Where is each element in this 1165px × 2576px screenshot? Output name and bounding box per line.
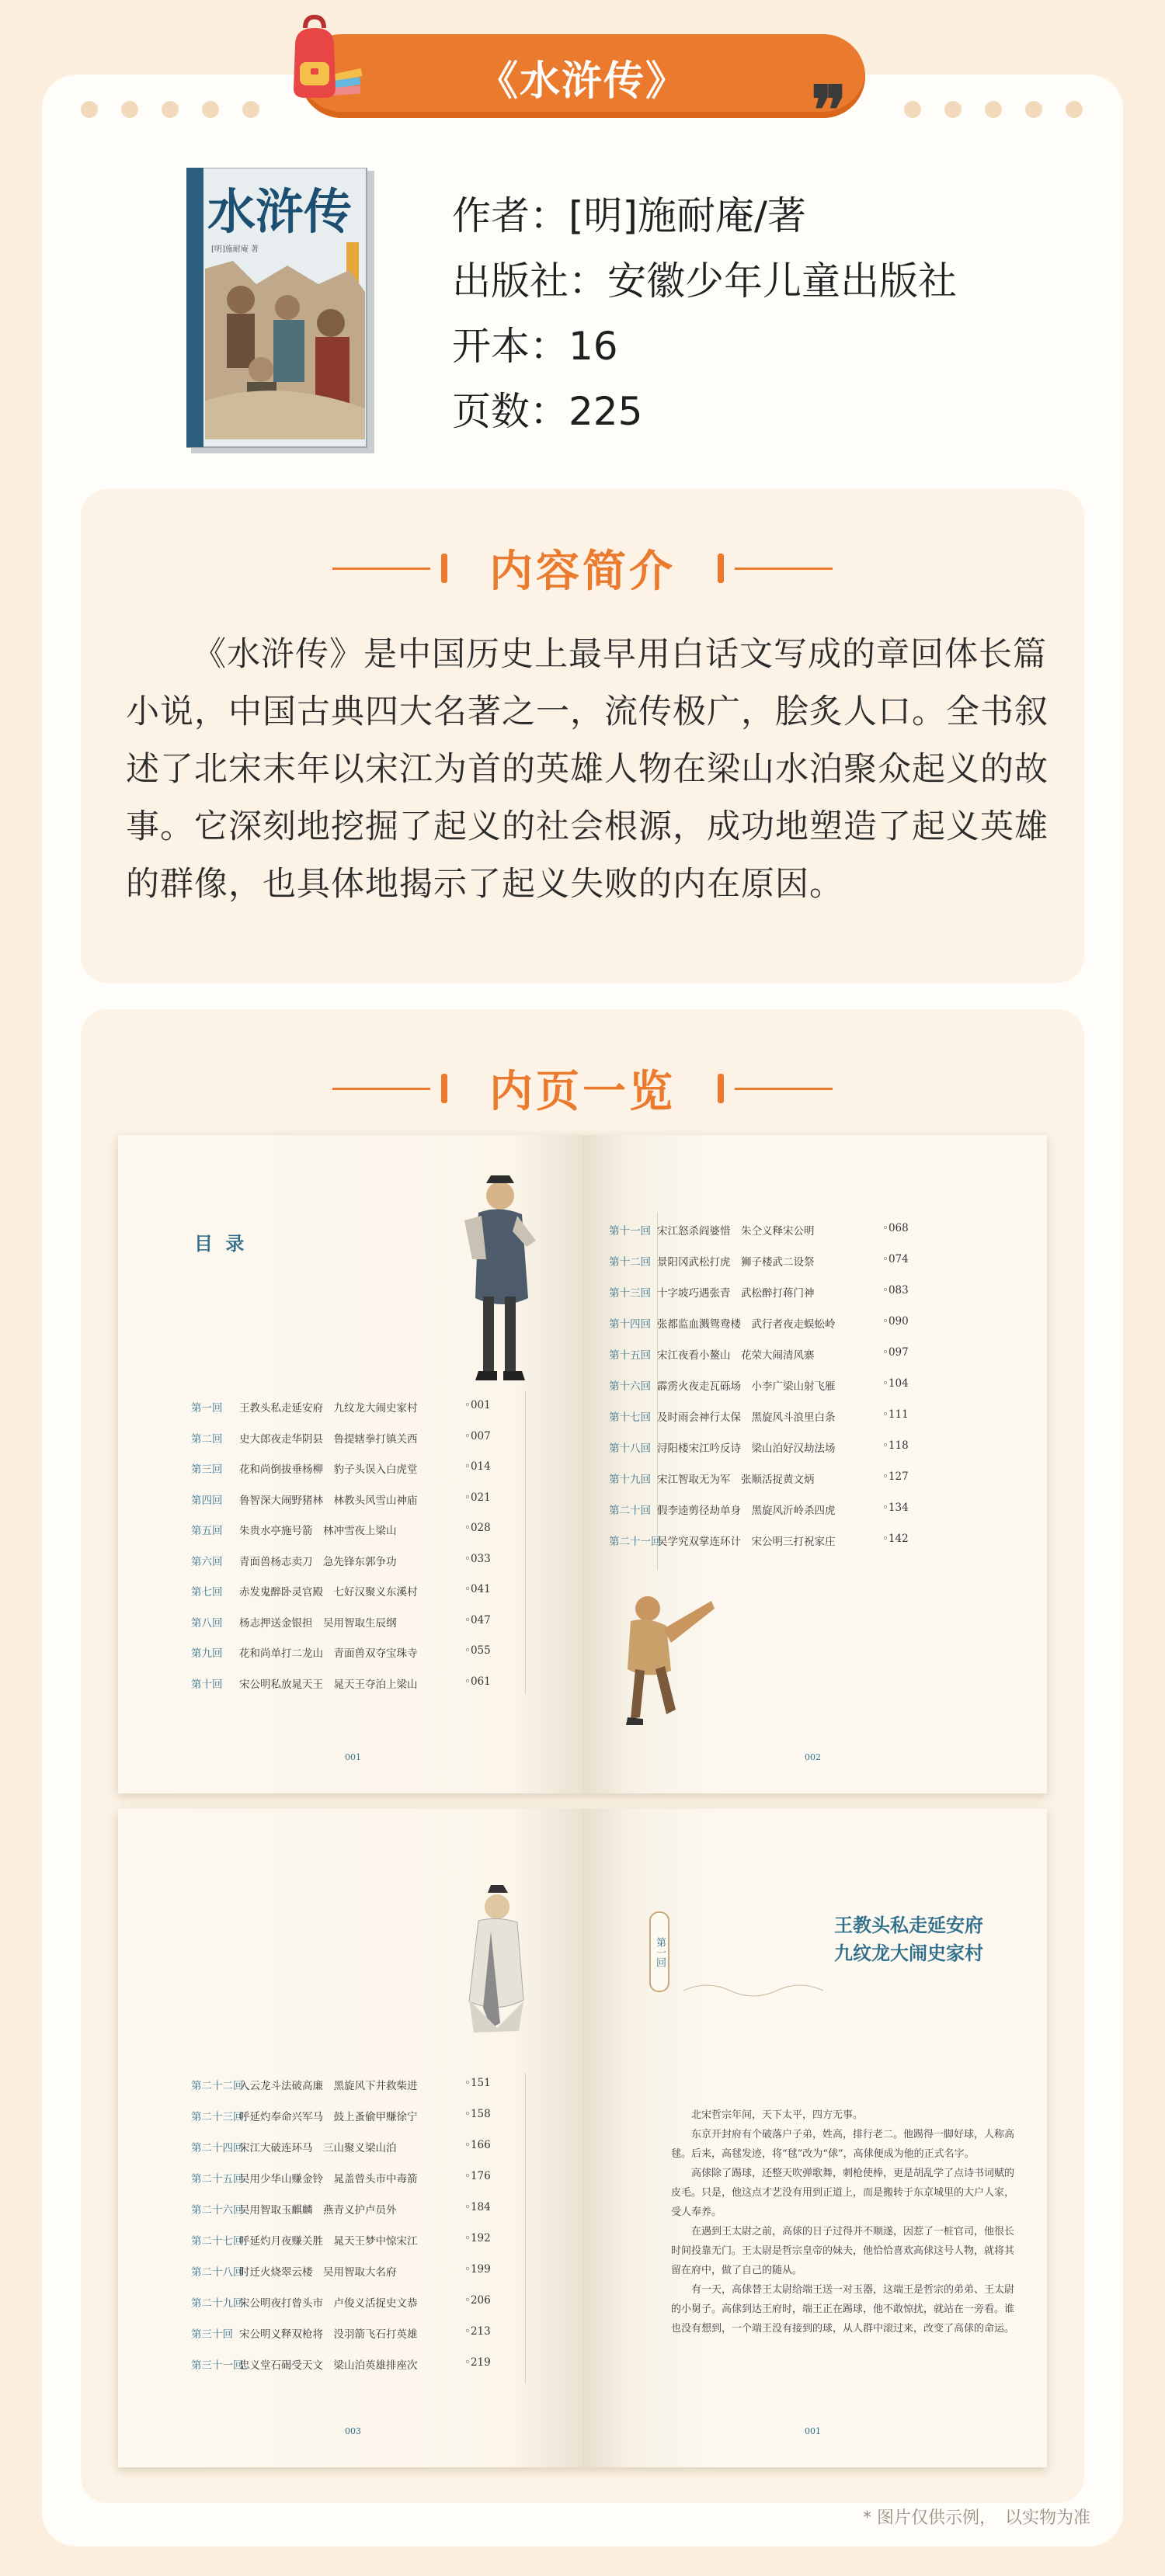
toc-chapter-title: 吴学究双掌连环计 宋公明三打祝家庄 [657, 1536, 836, 1548]
toc-row [609, 1470, 937, 1486]
toc-page-number: ◦142 [882, 1533, 909, 1545]
toc-chapter-title: 宋公明私放晁天王 晁天王夺泊上梁山 [239, 1678, 418, 1691]
toc-page-number: ◦219 [464, 2356, 491, 2369]
preview-heading [81, 1057, 1084, 1120]
toc-page-number: ◦206 [464, 2294, 491, 2307]
toc-row [609, 1533, 937, 1548]
toc-row [191, 1614, 519, 1630]
toc-chapter-number: 第二回 [191, 1432, 223, 1446]
schoolbag-icon [280, 14, 365, 107]
toc-page-number: ◦041 [464, 1583, 491, 1595]
toc-row [191, 2356, 519, 2372]
chapter-body [671, 2106, 1017, 2338]
toc-chapter-number: 第十二回 [609, 1256, 651, 1269]
toc-row [609, 1315, 937, 1331]
toc-chapter-number: 第二十八回 [191, 2266, 244, 2279]
toc-page-number: ◦111 [882, 1408, 909, 1421]
toc-chapter-title: 景阳冈武松打虎 狮子楼武二设祭 [657, 1256, 815, 1269]
toc-chapter-number: 第五回 [191, 1525, 223, 1537]
toc-chapter-title: 赤发鬼醉卧灵官殿 七好汉聚义东溪村 [239, 1586, 418, 1599]
toc-page-number: ◦061 [464, 1675, 491, 1688]
toc-page-number: ◦007 [464, 1429, 491, 1442]
intro-panel [81, 489, 1084, 983]
toc-row [191, 2170, 519, 2185]
toc-row [191, 2139, 519, 2154]
book-info [452, 183, 957, 444]
body-paragraph: 在遇到王太尉之前，高俅的日子过得并不顺遂，因惹了一桩官司，他很长时间投靠无门。王太尉是哲宗皇帝的妹夫，他恰恰喜欢高俅这号人物，就将其留在府中，做了自己的随从。 [671, 2226, 1015, 2276]
toc-chapter-title: 宋江夜看小鳌山 花荣大闹清风寨 [657, 1349, 815, 1362]
toc-chapter-title: 宋江大破连环马 三山聚义梁山泊 [239, 2142, 397, 2154]
toc-chapter-title: 王教头私走延安府 九纹龙大闹史家村 [239, 1402, 418, 1415]
toc-chapter-number: 第十七回 [609, 1411, 651, 1424]
toc-chapter-number: 第九回 [191, 1647, 223, 1660]
toc-chapter-title: 花和尚单打二龙山 青面兽双夺宝珠寺 [239, 1647, 418, 1660]
toc-row [609, 1377, 937, 1393]
page-number: 002 [805, 1752, 821, 1762]
toc-row [191, 2232, 519, 2248]
toc-row [191, 1491, 519, 1507]
chapter-page [582, 1809, 1047, 2467]
toc-chapter-title: 吴用智取玉麒麟 燕青义护卢员外 [239, 2204, 397, 2217]
toc-row [609, 1346, 937, 1362]
toc-chapter-number: 第十三回 [609, 1287, 651, 1300]
toc-chapter-title: 宋江智取无为军 张顺活捉黄文炳 [657, 1474, 815, 1486]
cover-author: [明]施耐庵 著 [211, 245, 259, 254]
toc-chapter-number: 第三十回 [191, 2328, 233, 2341]
toc-chapter-title: 呼延灼奉命兴军马 鼓上蚤偷甲赚徐宁 [239, 2111, 418, 2123]
toc-chapter-number: 第二十一回 [609, 1536, 662, 1548]
toc-chapter-title: 朱贵水亭施号箭 林冲雪夜上梁山 [239, 1525, 397, 1537]
page-number: 001 [345, 1752, 361, 1762]
page-spread-1 [118, 1135, 1047, 1793]
cover-title: 水浒传 [207, 183, 353, 240]
toc-page-number: ◦118 [882, 1439, 909, 1452]
toc-chapter-title: 宋公明夜打曾头市 卢俊义活捉史文恭 [239, 2297, 418, 2310]
preview-title: 内页一览 [489, 1067, 676, 1117]
chapter-title [834, 1911, 983, 1967]
toc-row [191, 2263, 519, 2279]
toc-page-number: ◦033 [464, 1552, 491, 1565]
toc-chapter-title: 宋江怒杀阎婆惜 朱仝义释宋公明 [657, 1225, 815, 1238]
toc-chapter-number: 第二十七回 [191, 2235, 244, 2248]
toc-chapter-title: 霹雳火夜走瓦砾场 小李广梁山射飞雁 [657, 1380, 836, 1393]
toc-chapter-number: 第六回 [191, 1555, 223, 1568]
chapter-title-line-2: 九纹龙大闹史家村 [834, 1942, 983, 1964]
toc-row [609, 1408, 937, 1424]
chapter-badge: 第一回 [649, 1911, 669, 1992]
toc-page-number: ◦127 [882, 1470, 909, 1483]
toc-chapter-title: 呼延灼月夜赚关胜 晁天王梦中惊宋江 [239, 2235, 418, 2248]
toc-chapter-number: 第二十三回 [191, 2111, 244, 2123]
toc-row [191, 2201, 519, 2217]
figure-illustration-1 [455, 1166, 541, 1399]
format-line: 开本：16 [452, 324, 618, 369]
toc-chapter-number: 第三十一回 [191, 2359, 244, 2372]
toc-row [191, 1460, 519, 1476]
toc-chapter-title: 浔阳楼宋江吟反诗 梁山泊好汉劫法场 [657, 1442, 836, 1455]
toc-chapter-number: 第二十回 [609, 1505, 651, 1517]
toc-chapter-title: 史大郎夜走华阴县 鲁提辖拳打镇关西 [239, 1432, 418, 1446]
intro-text: 《水浒传》是中国历史上最早用白话文写成的章回体长篇小说，中国古典四大名著之一，流传极广，脍炙人口。全书叙述了北宋末年以宋江为首的英雄人物在梁山水泊聚众起义的故事。它深刻地挖掘了起义的社会根源，成功地塑造了起义英雄的群像，也具体地揭示了起义失败的内在原因。 [126, 635, 1048, 904]
toc-chapter-title: 张都监血溅鸳鸯楼 武行者夜走蜈蚣岭 [657, 1318, 836, 1331]
publisher-line: 出版社：安徽少年儿童出版社 [452, 259, 957, 304]
toc-page-number: ◦047 [464, 1613, 491, 1626]
toc-page-2 [582, 1135, 1047, 1793]
pages-line: 页数：225 [452, 389, 643, 434]
toc-page-number: ◦021 [464, 1491, 491, 1504]
toc-chapter-title: 宋公明义释双枪将 没羽箭飞石打英雄 [239, 2328, 418, 2341]
toc-chapter-number: 第三回 [191, 1463, 223, 1476]
toc-chapter-title: 鲁智深大闹野猪林 林教头风雪山神庙 [239, 1494, 418, 1507]
toc-chapter-title: 杨志押送金银担 吴用智取生辰纲 [239, 1616, 397, 1630]
toc-page-number: ◦090 [882, 1315, 909, 1328]
body-paragraph: 有一天，高俅替王太尉给端王送一对玉器，这端王是哲宗的弟弟、王太尉的小舅子。高俅到达王府时，端王正在踢球，他不敢惊扰，就站在一旁看。谁也没有想到，一个端王没有接到的球，从人群中滚过来，改变了高俅的命运。 [671, 2284, 1015, 2335]
toc-chapter-number: 第一回 [191, 1402, 223, 1415]
toc-row [609, 1222, 937, 1238]
toc-chapter-number: 第二十五回 [191, 2173, 244, 2185]
toc-page-number: ◦074 [882, 1253, 909, 1265]
toc-page-number: ◦028 [464, 1522, 491, 1534]
toc-chapter-number: 第十五回 [609, 1349, 651, 1362]
toc-page-number: ◦068 [882, 1222, 909, 1234]
toc-page-number: ◦014 [464, 1460, 491, 1473]
toc-row [191, 2294, 519, 2310]
page-number: 003 [345, 2426, 361, 2436]
toc-row [191, 2325, 519, 2341]
toc-chapter-number: 第十八回 [609, 1442, 651, 1455]
toc-row [191, 1399, 519, 1415]
toc-chapter-title: 吴用少华山赚金铃 晁盖曾头市中毒箭 [239, 2173, 418, 2185]
body-paragraph: 东京开封府有个破落户子弟，姓高，排行老二。他踢得一脚好球，人称高毬。后来，高毬发迹，将“毬”改为“俅”，高俅便成为他的正式名字。 [671, 2129, 1015, 2160]
intro-title: 内容简介 [489, 547, 676, 597]
toc-chapter-number: 第七回 [191, 1586, 223, 1599]
author-line: 作者：[明]施耐庵/著 [452, 193, 806, 238]
toc-page-3 [118, 1809, 582, 2467]
toc-chapter-title: 及时雨会神行太保 黑旋风斗浪里白条 [657, 1411, 836, 1424]
toc-row [191, 1644, 519, 1660]
toc-chapter-number: 第十九回 [609, 1474, 651, 1486]
intro-heading [81, 537, 1084, 599]
toc-page-number: ◦184 [464, 2201, 491, 2213]
toc-row [609, 1284, 937, 1300]
decor-dots-left [81, 101, 259, 118]
toc-chapter-number: 第二十九回 [191, 2297, 244, 2310]
toc-chapter-title: 忠义堂石碣受天文 梁山泊英雄排座次 [239, 2359, 418, 2372]
toc-chapter-number: 第二十四回 [191, 2142, 244, 2154]
toc-page-number: ◦097 [882, 1346, 909, 1359]
toc-page-number: ◦166 [464, 2139, 491, 2151]
toc-row [191, 1522, 519, 1537]
disclaimer-note: * 图片仅供示例， 以实物为准 [863, 2508, 1090, 2528]
toc-row [609, 1439, 937, 1455]
toc-row [191, 1430, 519, 1446]
toc-chapter-title: 十字坡巧遇张青 武松醉打蒋门神 [657, 1287, 815, 1300]
toc-page-number: ◦213 [464, 2325, 491, 2338]
toc-page-number: ◦104 [882, 1377, 909, 1390]
toc-chapter-number: 第二十二回 [191, 2080, 244, 2092]
toc-row [609, 1502, 937, 1517]
title-ribbon [300, 34, 865, 118]
toc-row [191, 2108, 519, 2123]
decor-wave-icon [683, 1975, 823, 2006]
toc-chapter-title: 假李逵剪径劫单身 黑旋风沂岭杀四虎 [657, 1505, 836, 1517]
book-cover-image [186, 168, 374, 453]
decor-dots-right [904, 101, 1083, 118]
toc-row [609, 1253, 937, 1269]
page-number: 001 [805, 2426, 821, 2436]
toc-row [191, 1553, 519, 1568]
toc-page-number: ◦001 [464, 1399, 491, 1411]
toc-chapter-number: 第八回 [191, 1616, 223, 1630]
toc-chapter-number: 第十一回 [609, 1225, 651, 1238]
toc-chapter-number: 第十四回 [609, 1318, 651, 1331]
toc-page-number: ◦134 [882, 1502, 909, 1514]
toc-chapter-number: 第十回 [191, 1678, 223, 1691]
body-paragraph: 北宋哲宗年间，天下太平，四方无事。 [691, 2109, 864, 2121]
toc-page-number: ◦083 [882, 1284, 909, 1297]
toc-chapter-number: 第二十六回 [191, 2204, 244, 2217]
figure-illustration-2 [617, 1585, 718, 1741]
toc-page-number: ◦055 [464, 1644, 491, 1657]
body-paragraph: 高俅除了踢球，还整天吹弹歌舞，刺枪使棒，更是胡乱学了点诗书词赋的皮毛。只是，他这点才艺没有用到正道上，而是搬转于东京城里的大户人家，受人奉养。 [671, 2168, 1015, 2218]
toc-page-number: ◦151 [464, 2077, 491, 2089]
quote-icon: ❞ [811, 71, 847, 150]
chapter-title-line-1: 王教头私走延安府 [834, 1914, 983, 1936]
toc-page-number: ◦199 [464, 2263, 491, 2276]
figure-illustration-3 [452, 1883, 537, 2039]
toc-row [191, 2077, 519, 2092]
toc-page-number: ◦158 [464, 2108, 491, 2120]
toc-title: 目 录 [194, 1232, 248, 1255]
toc-chapter-number: 第十六回 [609, 1380, 651, 1393]
toc-row [191, 1583, 519, 1599]
toc-page-number: ◦176 [464, 2170, 491, 2182]
toc-chapter-number: 第四回 [191, 1494, 223, 1507]
toc-chapter-title: 青面兽杨志卖刀 急先锋东郭争功 [239, 1555, 397, 1568]
toc-page-number: ◦192 [464, 2232, 491, 2244]
book-title-banner: 《水浒传》 [477, 58, 687, 105]
toc-chapter-title: 入云龙斗法破高廉 黑旋风下井救柴进 [239, 2080, 418, 2092]
toc-row [191, 1675, 519, 1691]
page-spread-2 [118, 1809, 1047, 2467]
toc-chapter-title: 花和尚倒拔垂杨柳 豹子头误入白虎堂 [239, 1463, 418, 1476]
toc-page-1 [118, 1135, 582, 1793]
toc-chapter-title: 时迁火烧翠云楼 吴用智取大名府 [239, 2266, 397, 2279]
